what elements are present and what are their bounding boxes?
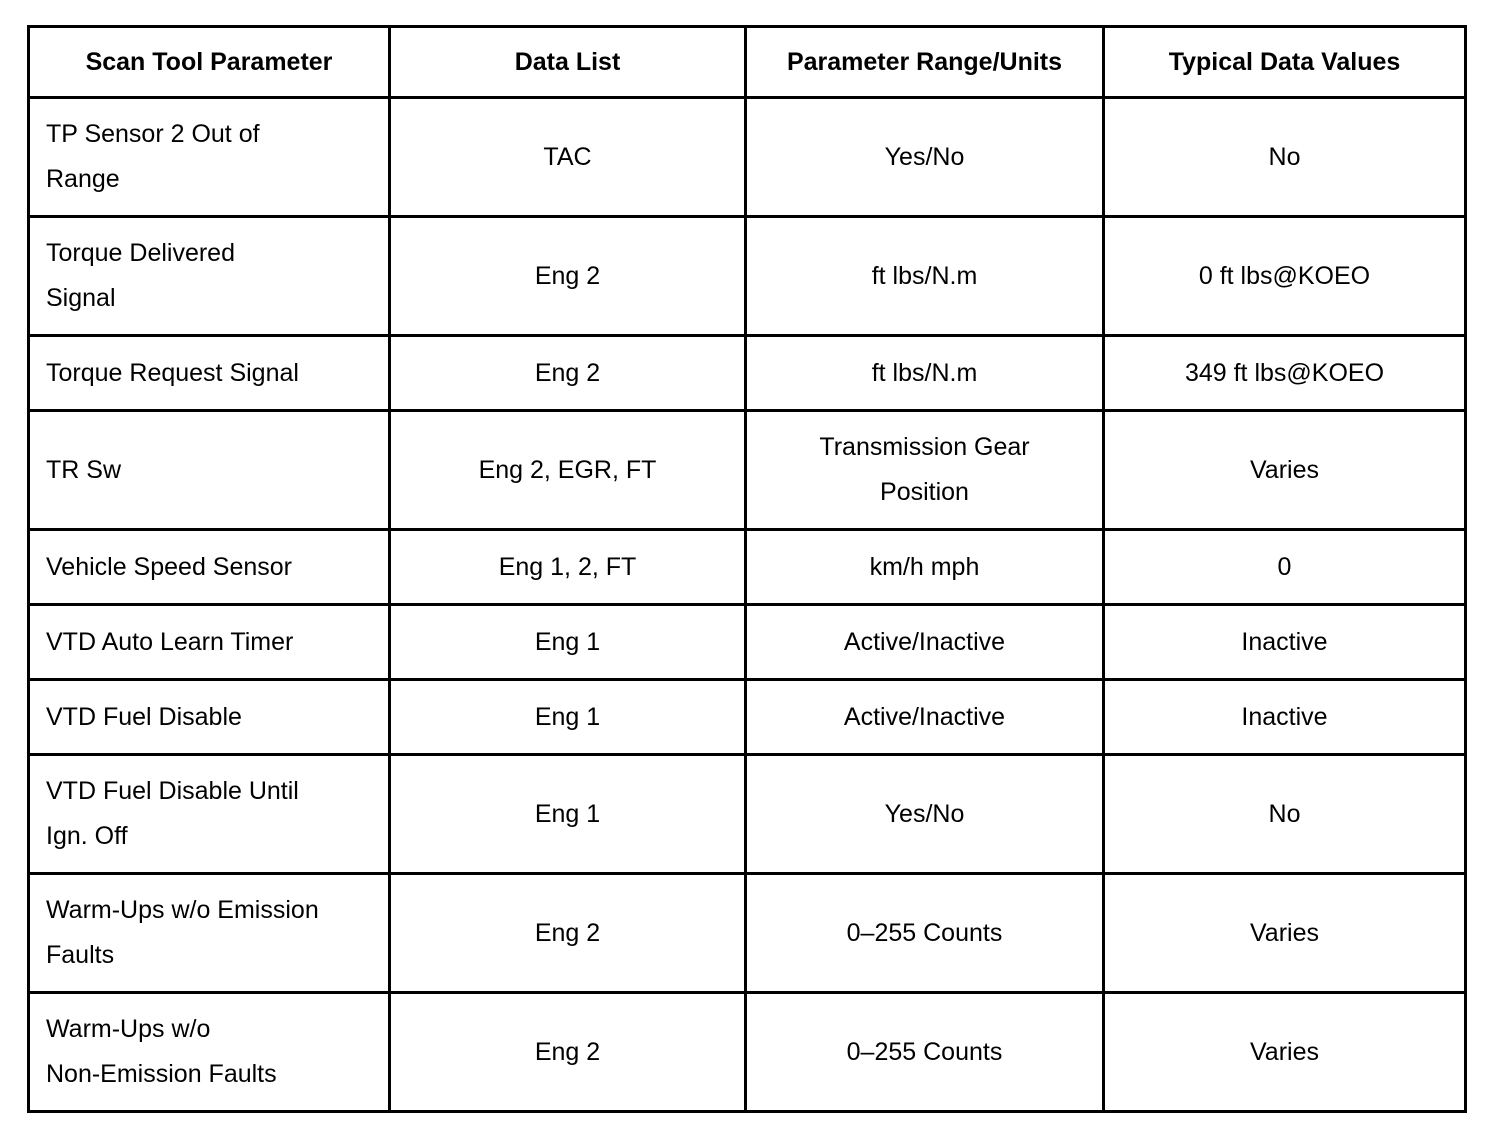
cell-text-line: Position	[880, 478, 969, 506]
cell-scan-tool-parameter	[29, 411, 390, 530]
cell-parameter-range-units	[746, 755, 1104, 874]
cell-text-line: Torque Delivered	[46, 239, 235, 267]
cell-text-line: Yes/No	[884, 142, 965, 171]
cell-data-list: Eng 2	[390, 336, 746, 411]
cell-text-line: ft lbs/N.m	[871, 261, 978, 290]
cell-scan-tool-parameter	[29, 336, 390, 411]
cell-text-line: VTD Fuel Disable	[46, 702, 242, 731]
cell-parameter-range-units	[746, 98, 1104, 217]
cell-text-line: Active/Inactive	[843, 702, 1006, 731]
cell-text-line: VTD Fuel Disable Until	[46, 777, 299, 805]
table-row	[29, 98, 1466, 217]
cell-text-line: Faults	[46, 941, 115, 969]
cell-typical-data-values: No	[1104, 98, 1466, 217]
table-row	[29, 411, 1466, 530]
table-row	[29, 336, 1466, 411]
cell-typical-data-values: Varies	[1104, 874, 1466, 993]
cell-text-line: Yes/No	[884, 799, 965, 828]
cell-text-line: TP Sensor 2 Out of	[46, 120, 260, 148]
cell-data-list: Eng 2, EGR, FT	[390, 411, 746, 530]
cell-parameter-range-units	[746, 530, 1104, 605]
cell-text-line: Transmission Gear	[819, 433, 1030, 461]
cell-typical-data-values: Varies	[1104, 411, 1466, 530]
cell-typical-data-values: Inactive	[1104, 605, 1466, 680]
cell-scan-tool-parameter	[29, 874, 390, 993]
cell-text-line: Signal	[46, 284, 116, 312]
cell-text-line: km/h mph	[869, 552, 980, 581]
header-scan-tool-parameter: Scan Tool Parameter	[29, 27, 390, 98]
cell-data-list: Eng 2	[390, 217, 746, 336]
cell-data-list: Eng 1, 2, FT	[390, 530, 746, 605]
cell-scan-tool-parameter	[29, 755, 390, 874]
scan-tool-parameter-table	[27, 25, 1467, 1113]
cell-scan-tool-parameter	[29, 605, 390, 680]
cell-parameter-range-units	[746, 874, 1104, 993]
table-row	[29, 530, 1466, 605]
cell-scan-tool-parameter	[29, 530, 390, 605]
cell-parameter-range-units	[746, 993, 1104, 1112]
header-parameter-range-units: Parameter Range/Units	[746, 27, 1104, 98]
cell-typical-data-values: 349 ft lbs@KOEO	[1104, 336, 1466, 411]
cell-scan-tool-parameter	[29, 680, 390, 755]
cell-typical-data-values: Inactive	[1104, 680, 1466, 755]
cell-parameter-range-units	[746, 336, 1104, 411]
table-row	[29, 993, 1466, 1112]
cell-parameter-range-units	[746, 680, 1104, 755]
cell-text-line: ft lbs/N.m	[871, 358, 978, 387]
cell-text-line: Range	[46, 165, 120, 193]
cell-parameter-range-units	[746, 605, 1104, 680]
table-header-row	[29, 27, 1466, 98]
header-typical-data-values: Typical Data Values	[1104, 27, 1466, 98]
cell-data-list: Eng 2	[390, 874, 746, 993]
cell-text-line: TR Sw	[46, 455, 121, 484]
cell-text-line: 0–255 Counts	[846, 1037, 1003, 1066]
cell-data-list: Eng 1	[390, 605, 746, 680]
cell-text-line: Active/Inactive	[843, 627, 1006, 656]
cell-typical-data-values: 0	[1104, 530, 1466, 605]
header-data-list: Data List	[390, 27, 746, 98]
cell-scan-tool-parameter	[29, 217, 390, 336]
cell-typical-data-values: 0 ft lbs@KOEO	[1104, 217, 1466, 336]
cell-typical-data-values: Varies	[1104, 993, 1466, 1112]
cell-text-line: Vehicle Speed Sensor	[46, 552, 293, 581]
cell-parameter-range-units	[746, 217, 1104, 336]
table-row	[29, 755, 1466, 874]
table-row	[29, 680, 1466, 755]
cell-text-line: Warm-Ups w/o	[46, 1015, 211, 1043]
table-row	[29, 874, 1466, 993]
cell-parameter-range-units	[746, 411, 1104, 530]
cell-text-line: VTD Auto Learn Timer	[46, 627, 294, 656]
cell-data-list: Eng 1	[390, 680, 746, 755]
cell-typical-data-values: No	[1104, 755, 1466, 874]
cell-text-line: Torque Request Signal	[46, 358, 299, 387]
cell-text-line: Ign. Off	[46, 822, 128, 850]
cell-text-line: Non-Emission Faults	[46, 1060, 277, 1088]
cell-data-list: Eng 1	[390, 755, 746, 874]
cell-text-line: 0–255 Counts	[846, 918, 1003, 947]
cell-text-line: Warm-Ups w/o Emission	[46, 896, 319, 924]
cell-data-list: Eng 2	[390, 993, 746, 1112]
cell-scan-tool-parameter	[29, 98, 390, 217]
cell-data-list: TAC	[390, 98, 746, 217]
table-row	[29, 605, 1466, 680]
table-row	[29, 217, 1466, 336]
cell-scan-tool-parameter	[29, 993, 390, 1112]
